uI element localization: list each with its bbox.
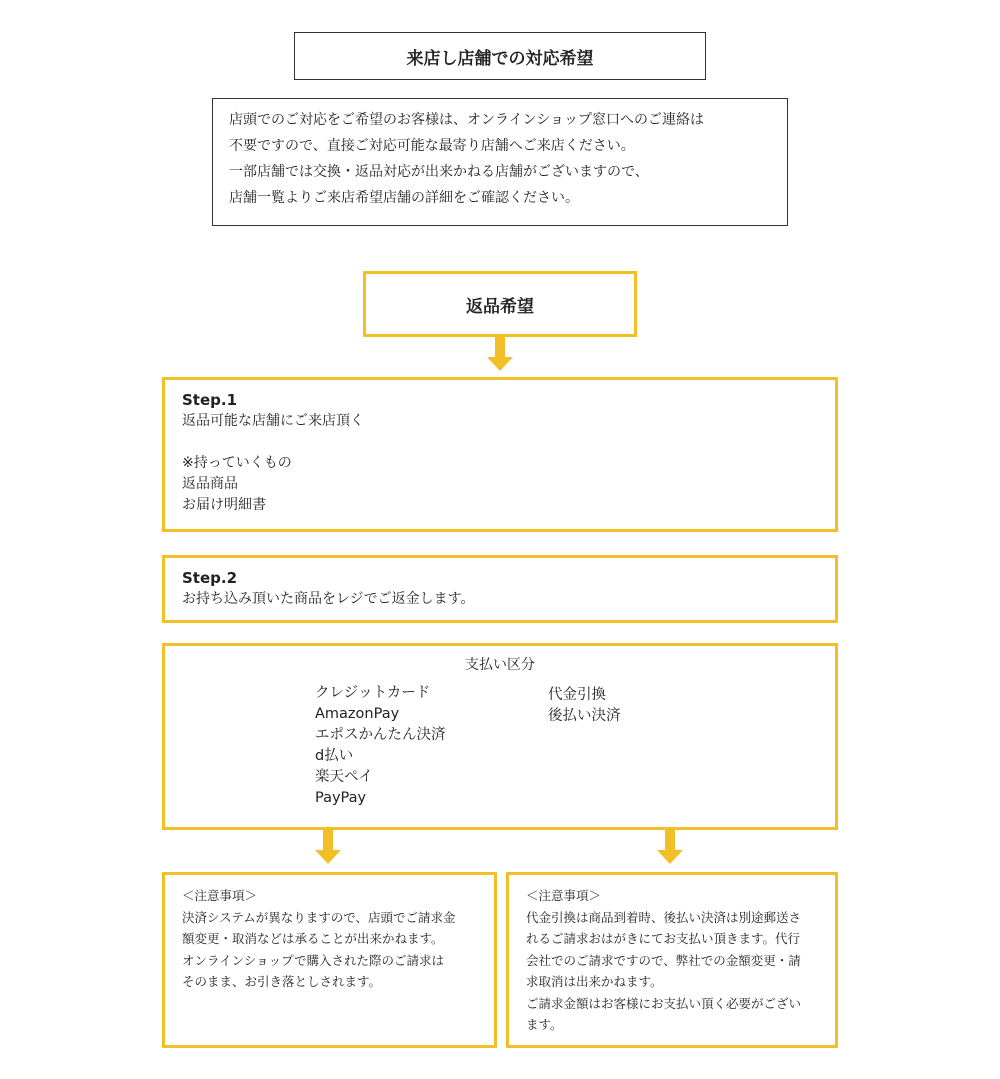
payment-methods-left (315, 683, 446, 809)
notice-box-right (506, 872, 838, 1048)
notice-line: れるご請求おはがきにてお支払い頂きます。代行 (526, 931, 801, 946)
step1-item: 返品商品 (182, 476, 238, 492)
intro-line: 店舗一覧よりご来店希望店舗の詳細をご確認ください。 (229, 190, 579, 206)
down-arrow-icon (315, 830, 341, 864)
step2-title: Step.2 (182, 569, 238, 587)
notice-line: オンラインショップで購入された際のご請求は (182, 952, 444, 968)
payment-methods-right (548, 685, 621, 727)
intro-box (212, 98, 788, 226)
step2-box (162, 555, 838, 623)
step1-desc: 返品可能な店舗にご来店頂く (182, 413, 364, 429)
payment-method: クレジットカード (315, 685, 431, 701)
payment-method: 楽天ペイ (315, 769, 373, 785)
down-arrow-icon (487, 337, 513, 371)
notice-line: ます。 (526, 1017, 563, 1032)
step1-item: お届け明細書 (182, 497, 266, 513)
step1-bring-heading: ※持っていくもの (182, 455, 292, 471)
intro-line: 不要ですので、直接ご対応可能な最寄り店舗へご来店ください。 (229, 138, 635, 154)
notice-line: そのまま、お引き落としされます。 (182, 974, 382, 989)
step1-box (162, 377, 838, 532)
payment-method: AmazonPay (315, 706, 400, 722)
notice-line: 決済システムが異なりますので、店頭でご請求金 (182, 909, 456, 925)
step2-desc: お持ち込み頂いた商品をレジでご返金します。 (182, 591, 475, 607)
notice-line: 代金引換は商品到着時、後払い決済は別途郵送さ (526, 909, 802, 925)
payment-method: 代金引換 (548, 687, 606, 703)
notice-line: 会社でのご請求ですので、弊社での金額変更・請 (526, 952, 801, 968)
payment-category-box (162, 643, 838, 830)
notice-line: ご請求金額はお客様にお支払い頂く必要がござい (526, 995, 802, 1011)
step1-title: Step.1 (182, 391, 238, 409)
payment-method: d払い (315, 748, 354, 764)
page-title-box (294, 32, 706, 80)
return-request-box (363, 271, 637, 337)
payment-method: PayPay (315, 790, 367, 806)
page-title: 来店し店舗での対応希望 (406, 48, 594, 69)
notice-box-left (162, 872, 497, 1048)
intro-line: 一部店舗では交換・返品対応が出来かねる店舗がございますので、 (229, 164, 649, 180)
notice-line: 額変更・取消などは承ることが出来かねます。 (182, 931, 444, 946)
notice-line: 求取消は出来かねます。 (526, 974, 663, 989)
down-arrow-icon (657, 830, 683, 864)
return-request-title: 返品希望 (466, 296, 534, 317)
notice-heading: ＜注意事項＞ (182, 888, 258, 903)
payment-category-title: 支払い区分 (465, 657, 535, 673)
payment-method: エポスかんたん決済 (315, 727, 446, 743)
notice-heading: ＜注意事項＞ (526, 888, 602, 903)
payment-method: 後払い決済 (548, 708, 621, 724)
intro-line: 店頭でのご対応をご希望のお客様は、オンラインショップ窓口へのご連絡は (229, 112, 704, 128)
